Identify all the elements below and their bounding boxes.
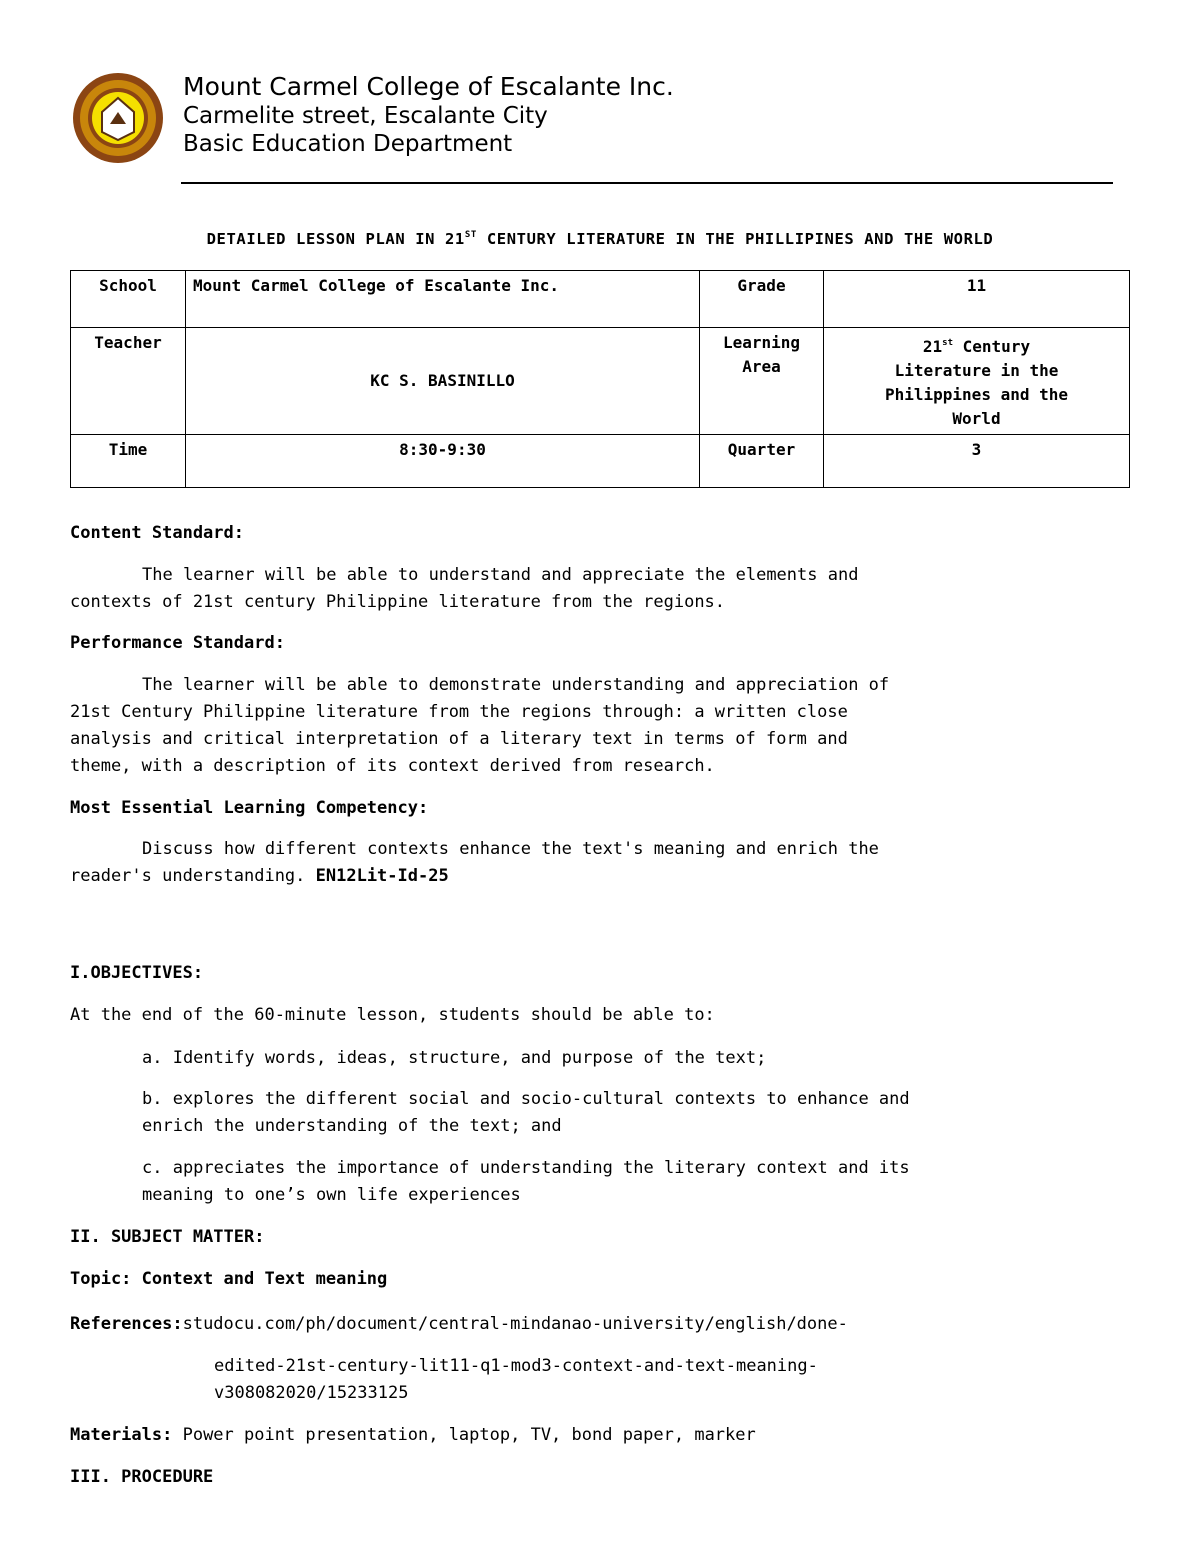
materials-line [70,1422,1130,1449]
competency-line: Discuss how different contexts enhance the text's meaning and enrich the [142,839,879,859]
table-row [71,435,1130,488]
content-standard-heading: Content Standard: [70,523,244,543]
school-address: Carmelite street, Escalante City [183,103,548,129]
objectives-intro: At the end of the 60-minute lesson, students should be able to: [70,1005,715,1025]
content-standard-line: contexts of 21st century Philippine literature from the regions. [70,592,726,612]
competency-line [70,863,1130,890]
grade-value-cell: 11 [824,271,1130,328]
school-label-cell: School [71,271,186,328]
school-value-cell: Mount Carmel College of Escalante Inc. [186,271,700,328]
area-value-line1b: Century [953,337,1031,356]
school-seal-logo [72,72,164,164]
table-row [71,271,1130,328]
area-value-line2: Literature in the [894,361,1059,380]
quarter-label-cell: Quarter [700,435,824,488]
school-name: Mount Carmel College of Escalante Inc. [183,72,674,101]
topic-line: Topic: Context and Text meaning [70,1269,388,1289]
competency-text: reader's understanding. [70,866,316,886]
learning-area-label-2: Area [742,357,781,376]
objective-c-line2: meaning to one’s own life experiences [142,1185,521,1205]
lesson-info-table [70,270,1130,488]
learning-area-label-1: Learning [722,333,801,352]
learning-area-label-cell [700,328,824,435]
area-value-line3: Philippines and the [884,385,1069,404]
materials-label: Materials: [70,1425,173,1445]
references-label: References: [70,1314,183,1334]
grade-label-cell: Grade [700,271,824,328]
area-value-line4: World [952,409,1001,428]
learning-area-value-cell [824,328,1130,435]
subject-matter-heading: II. SUBJECT MATTER: [70,1227,265,1247]
time-value-cell: 8:30-9:30 [186,435,700,488]
area-value-line1a: 21 [922,337,943,356]
document-title [70,230,1130,248]
competency-code: EN12Lit-Id-25 [315,866,449,886]
table-row [71,328,1130,435]
reference-url-part1: studocu.com/ph/document/central-mindanao-university/english/done- [182,1314,848,1334]
procedure-heading: III. PROCEDURE [70,1467,214,1487]
area-value-superscript: st [942,338,954,348]
performance-standard-line: analysis and critical interpretation of a literary text in terms of form and [70,729,848,749]
quarter-value-cell: 3 [824,435,1130,488]
teacher-label-cell: Teacher [71,328,186,435]
objective-a: a. Identify words, ideas, structure, and purpose of the text; [142,1048,767,1068]
school-info [183,72,674,158]
lesson-body [70,520,1130,1491]
content-standard-line: The learner will be able to understand and appreciate the elements and [142,565,859,585]
performance-standard-line: 21st Century Philippine literature from the regions through: a written close [70,702,848,722]
teacher-value-cell: KC S. BASINILLO [186,328,700,435]
materials-value: Power point presentation, laptop, TV, bond paper, marker [172,1425,756,1445]
header-divider [181,182,1113,184]
performance-standard-line: theme, with a description of its context derived from research. [70,756,715,776]
references-line [70,1311,1130,1338]
title-text: DETAILED LESSON PLAN IN 21 [206,230,465,248]
performance-standard-heading: Performance Standard: [70,633,285,653]
document-header [0,0,1200,200]
school-department: Basic Education Department [183,131,513,157]
reference-url-part2: edited-21st-century-lit11-q1-mod3-context-and-text-meaning- [214,1356,818,1376]
objective-b-line2: enrich the understanding of the text; and [142,1116,562,1136]
title-superscript: ST [464,230,477,240]
time-label-cell: Time [71,435,186,488]
reference-url-part3: v308082020/15233125 [214,1383,409,1403]
title-text-rest: CENTURY LITERATURE IN THE PHILLIPINES AND THE WORLD [476,230,994,248]
objective-c-line1: c. appreciates the importance of understanding the literary context and its [142,1158,910,1178]
competency-heading: Most Essential Learning Competency: [70,798,429,818]
performance-standard-line: The learner will be able to demonstrate understanding and appreciation of [142,675,890,695]
objective-b-line1: b. explores the different social and socio-cultural contexts to enhance and [142,1089,910,1109]
objectives-heading: I.OBJECTIVES: [70,963,204,983]
